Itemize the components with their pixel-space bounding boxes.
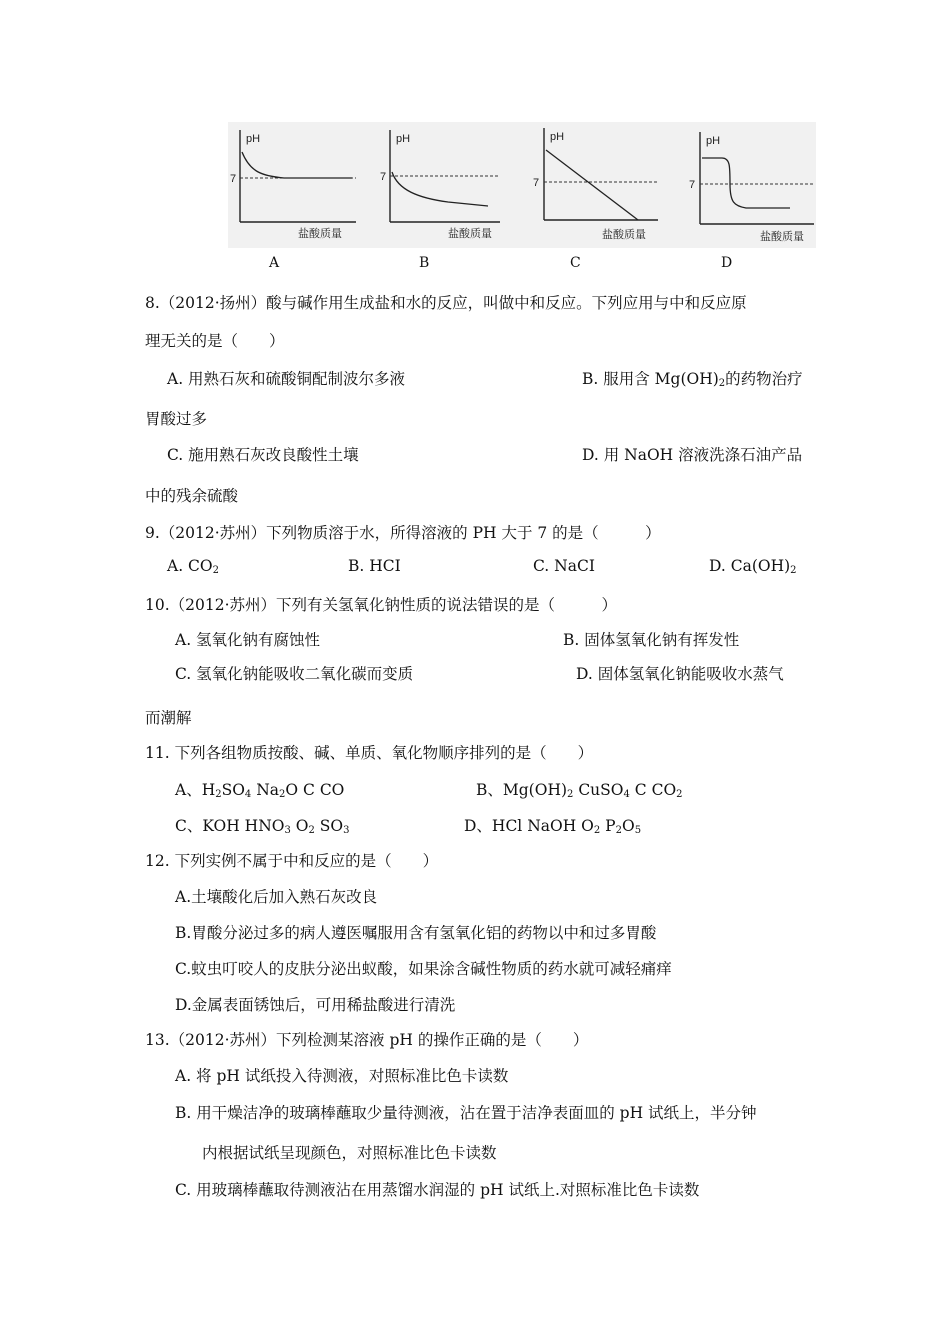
graph-d-ylabel: pH <box>706 135 721 147</box>
graph-a-xlabel: 盐酸质量 <box>298 227 342 240</box>
graph-d-letter: D <box>721 255 733 271</box>
q11-option-c: C、KOH $HNO_3$ $O_2$ $SO_3$ <box>175 817 350 836</box>
q8-option-a: A. 用熟石灰和硫酸铜配制波尔多液 <box>167 370 406 388</box>
graph-a-letter: A <box>269 255 280 271</box>
q10-option-a: A. 氢氧化钠有腐蚀性 <box>175 631 321 649</box>
graph-c-plot <box>530 122 680 248</box>
graph-a-plot <box>228 122 378 248</box>
q12-option-c: C.蚊虫叮咬人的皮肤分泌出蚁酸，如果涂含碱性物质的药水就可减轻痛痒 <box>175 960 672 978</box>
graph-b-seven: 7 <box>380 171 387 183</box>
q13-option-c: C. 用玻璃棒蘸取待测液沾在用蒸馏水润湿的 pH 试纸上.对照标准比色卡读数 <box>175 1181 700 1199</box>
graph-d-seven: 7 <box>689 179 696 191</box>
q12-stem: 12. 下列实例不属于中和反应的是（ ） <box>145 852 439 870</box>
q10-option-d: D. 固体氢氧化钠能吸收水蒸气 <box>576 665 784 683</box>
q10-stem: 10.（2012·苏州）下列有关氢氧化钠性质的说法错误的是（ ） <box>145 596 618 614</box>
q9-option-d: D. $Ca(OH)_2$ <box>709 557 797 576</box>
q9-option-a: A. $CO_2$ <box>167 557 219 576</box>
graph-a-ylabel: pH <box>246 133 261 145</box>
q12-option-a: A.土壤酸化后加入熟石灰改良 <box>175 888 378 906</box>
graph-a <box>228 122 378 248</box>
q8-option-c: C. 施用熟石灰改良酸性土壤 <box>167 446 359 464</box>
q11-stem: 11. 下列各组物质按酸、碱、单质、氧化物顺序排列的是（ ） <box>145 744 594 762</box>
graph-b-ylabel: pH <box>396 133 411 145</box>
q10-option-b: B. 固体氢氧化钠有挥发性 <box>563 631 740 649</box>
q8-stem-line2: 理无关的是（ ） <box>145 332 285 350</box>
graph-c-xlabel: 盐酸质量 <box>602 228 646 241</box>
graph-d <box>684 122 834 248</box>
q9-stem: 9.（2012·苏州）下列物质溶于水，所得溶液的 PH 大于 7 的是（ ） <box>145 524 661 542</box>
q13-option-b-line1: B. 用干燥洁净的玻璃棒蘸取少量待测液，沾在置于洁净表面皿的 pH 试纸上，半分钟 <box>175 1104 757 1122</box>
q8-option-b: B. 服用含 $Mg(OH)_2$的药物治疗 <box>582 370 803 389</box>
q9-option-b: B. HCI <box>348 557 401 575</box>
graph-c-ylabel: pH <box>550 131 565 143</box>
q13-option-b-line2: 内根据试纸呈现颜色，对照标准比色卡读数 <box>202 1144 497 1162</box>
graph-d-xlabel: 盐酸质量 <box>760 230 804 243</box>
q11-option-b: B、$Mg(OH)_2$ CuSO$_4$ C $CO_2$ <box>476 781 683 800</box>
q8-stem-line1: 8.（2012·扬州）酸与碱作用生成盐和水的反应，叫做中和反应。下列应用与中和反应原 <box>145 294 747 312</box>
q8-option-d-cont: 中的残余硫酸 <box>145 487 239 505</box>
graph-b-letter: B <box>419 255 430 271</box>
graph-b-plot <box>378 122 528 248</box>
q10-option-c: C. 氢氧化钠能吸收二氧化碳而变质 <box>175 665 414 683</box>
q8-option-b-cont: 胃酸过多 <box>145 410 208 428</box>
q13-stem: 13.（2012·苏州）下列检测某溶液 pH 的操作正确的是（ ） <box>145 1031 589 1049</box>
q11-option-a: A、$H_2SO_4$ $Na_2O$ C CO <box>175 781 345 800</box>
q8-option-d: D. 用 NaOH 溶液洗涤石油产品 <box>582 446 803 464</box>
graph-b-xlabel: 盐酸质量 <box>448 227 492 240</box>
q10-option-d-cont: 而潮解 <box>145 709 192 727</box>
q12-option-d: D.金属表面锈蚀后，可用稀盐酸进行清洗 <box>175 996 456 1014</box>
q13-option-a: A. 将 pH 试纸投入待测液，对照标准比色卡读数 <box>175 1067 509 1085</box>
q12-option-b: B.胃酸分泌过多的病人遵医嘱服用含有氢氧化铝的药物以中和过多胃酸 <box>175 924 657 942</box>
graph-c-letter: C <box>570 255 581 271</box>
graph-c-seven: 7 <box>533 177 540 189</box>
q11-option-d: D、HCl NaOH $O_2$ $P_2O_5$ <box>464 817 642 836</box>
graph-c <box>530 122 680 248</box>
graph-a-seven: 7 <box>230 173 237 185</box>
q9-option-c: C. NaCI <box>533 557 595 575</box>
graph-b <box>378 122 528 248</box>
graph-d-plot <box>684 122 834 248</box>
